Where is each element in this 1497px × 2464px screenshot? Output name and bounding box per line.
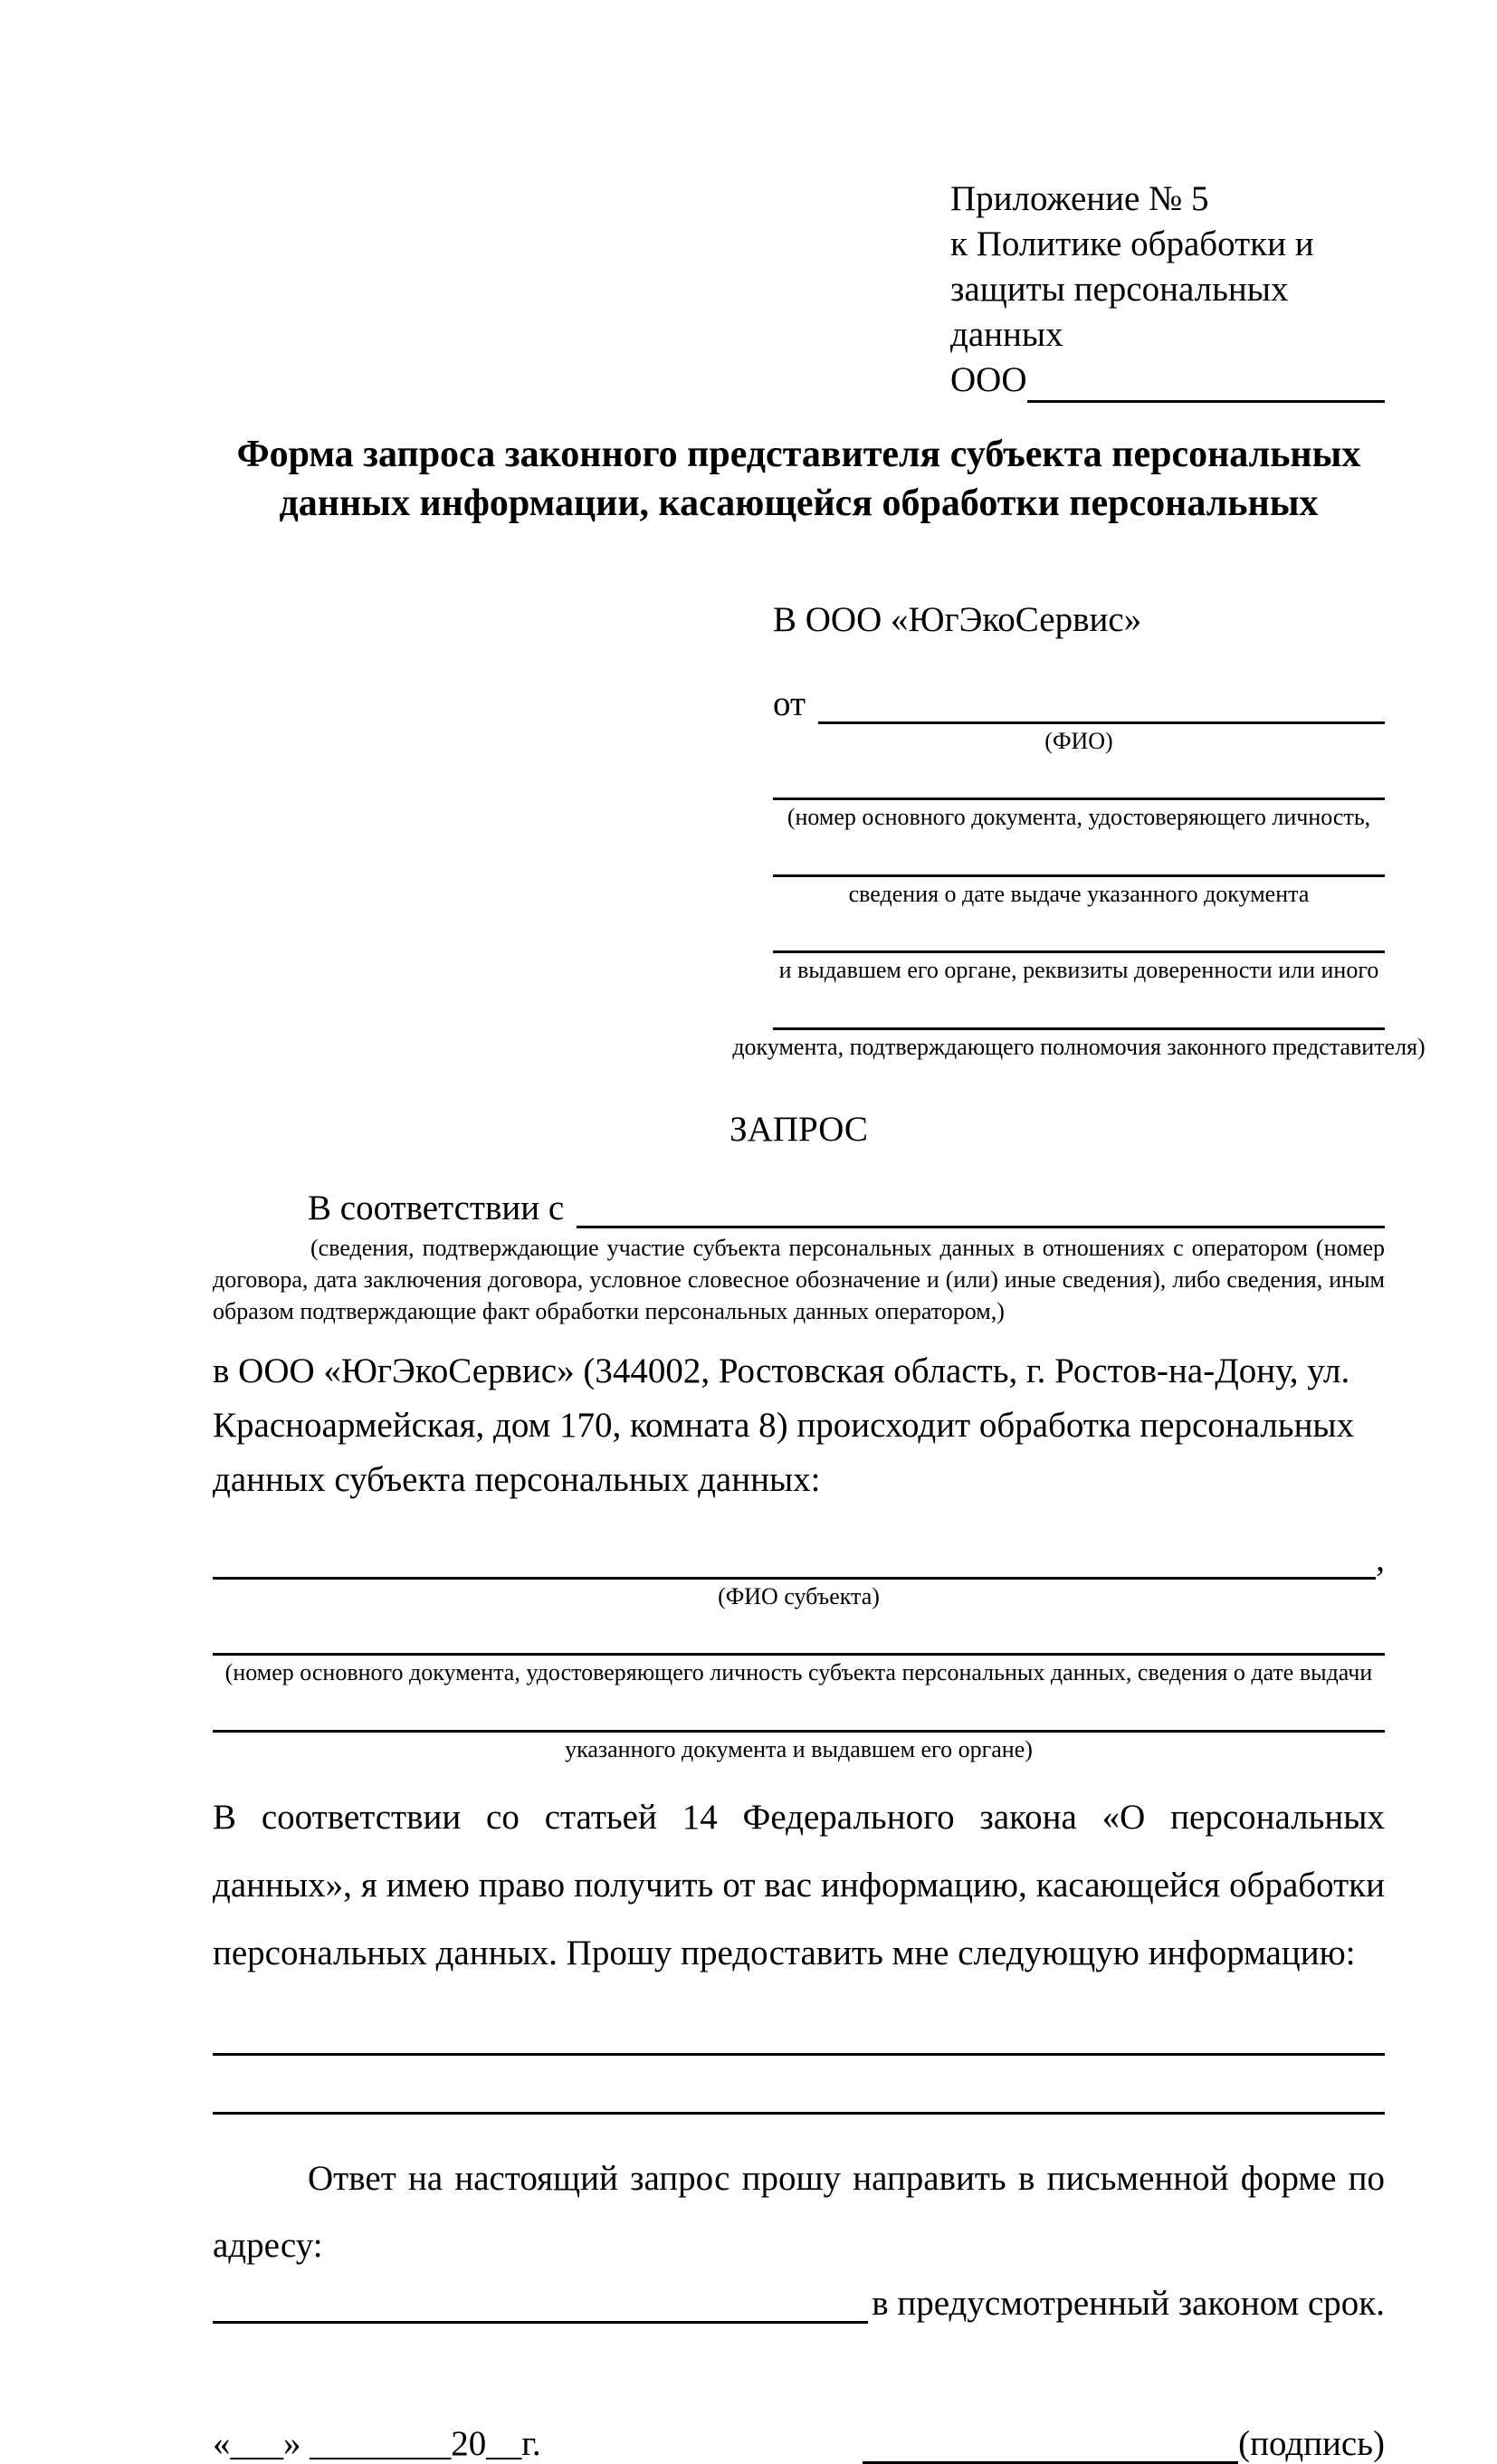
from-prefix: от: [773, 683, 806, 723]
appendix-line-3: защиты персональных данных: [950, 269, 1289, 354]
operator-paragraph: в ООО «ЮгЭкоСервис» (344002, Ростовская область, г. Ростов-на-Дону, ул. Красноармейская, дом 170, комната 8) происходит обработка персональных данных субъекта персональных данных:: [213, 1351, 1355, 1500]
document-number-blank-line: [773, 756, 1385, 800]
information-blank-line-1: [213, 1988, 1385, 2056]
request-heading: ЗАПРОС: [729, 1110, 868, 1150]
subject-fio-caption: (ФИО субъекта): [718, 1582, 880, 1609]
intro-blank-line: [577, 1188, 1385, 1228]
subject-document-caption: (номер основного документа, удостоверяющего личность субъекта персональных данных, сведения о дате выдачи: [224, 1659, 1373, 1686]
addressee-to: В ООО «ЮгЭкоСервис»: [773, 599, 1142, 639]
appendix-ooo-row: [950, 358, 1385, 403]
authority-document-caption: документа, подтверждающего полномочия законного представителя): [732, 1033, 1425, 1060]
subject-authority-caption: указанного документа и выдавшем его органе): [565, 1735, 1033, 1762]
signature-block: [863, 2421, 1385, 2464]
page-title: [213, 430, 1385, 529]
ooo-blank-line: [1027, 358, 1386, 403]
page-title-line-2: данных информации, касающейся обработки персональных: [279, 482, 1319, 525]
subject-fio-comma: ,: [1376, 1539, 1385, 1579]
issue-date-blank-line: [773, 833, 1385, 877]
page-title-line-1: Форма запроса законного представителя субъекта персональных: [236, 433, 1361, 475]
reply-paragraph: Ответ на настоящий запрос прошу направить в письменной форме по адресу:: [213, 2158, 1385, 2266]
intro-prefix: В соответствии с: [308, 1189, 565, 1228]
intro-note: (сведения, подтверждающие участие субъекта персональных данных в отношениях с оператором (номер договора, дата заключения договора, условное словесное обозначение и (или) иные сведения), либо сведения, иным образом подтверждающие факт обработки персональных данных оператором,): [213, 1235, 1385, 1325]
issuing-authority-caption: и выдавшем его органе, реквизиты доверенности или иного: [778, 957, 1379, 984]
subject-document-blank-line: [213, 1611, 1385, 1656]
appendix-line-2: к Политике обработки и: [950, 224, 1314, 263]
authority-document-blank-line: [773, 986, 1385, 1030]
addressee-block: [732, 599, 1425, 1063]
signature-caption: (подпись): [1238, 2424, 1385, 2464]
signature-blank-line: [863, 2421, 1238, 2464]
reply-address-row: [213, 2281, 1385, 2324]
fio-blank-line: [818, 683, 1385, 724]
from-row: [773, 683, 1385, 724]
information-blank-line-2: [213, 2056, 1385, 2115]
document-number-caption: (номер основного документа, удостоверяющего личность,: [787, 804, 1371, 831]
subject-fio-row: [213, 1539, 1385, 1580]
reply-address-blank-line: [213, 2281, 868, 2324]
date-line: «___» ________20__г.: [213, 2424, 541, 2464]
fio-caption: (ФИО): [1044, 727, 1113, 754]
law-paragraph: В соответствии со статьей 14 Федерального закона «О персональных данных», я имею право получить от вас информацию, касающейся обработки персональных данных. Прошу предоставить мне следующую информацию:: [213, 1798, 1385, 1973]
subject-authority-blank-line: [213, 1688, 1385, 1733]
ooo-prefix: ООО: [950, 359, 1027, 399]
appendix-line-1: Приложение № 5: [950, 179, 1209, 218]
reply-suffix: в предусмотренный законом срок.: [872, 2284, 1385, 2324]
appendix-block: [950, 177, 1385, 403]
subject-fio-blank-line: [213, 1541, 1376, 1580]
issuing-authority-blank-line: [773, 909, 1385, 953]
intro-row: [213, 1188, 1385, 1228]
footer: [213, 2421, 1385, 2464]
issue-date-caption: сведения о дате выдаче указанного документа: [848, 880, 1310, 907]
